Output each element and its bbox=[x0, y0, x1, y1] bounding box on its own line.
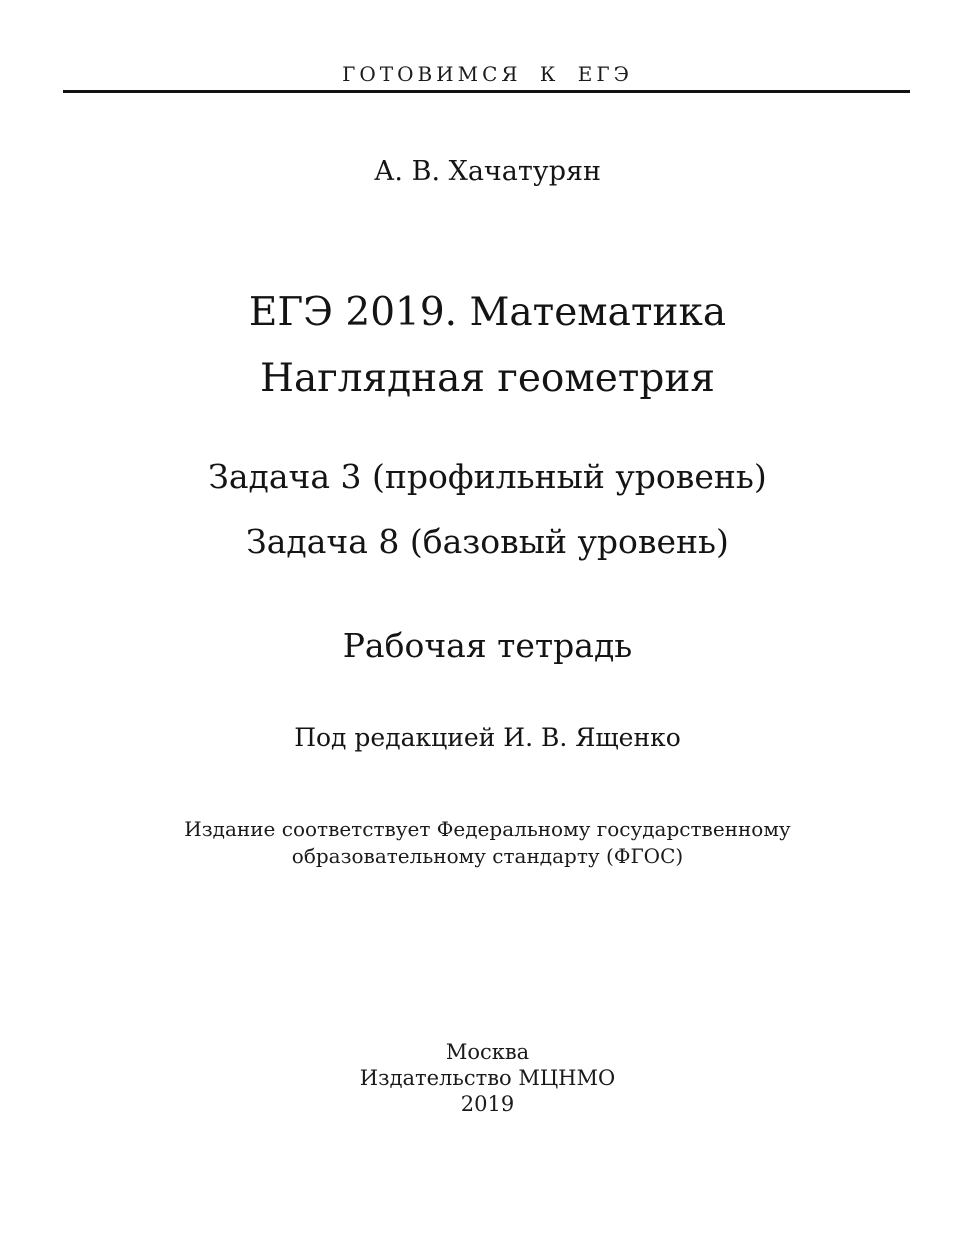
standard-note-line-2: образовательному стандарту (ФГОС) bbox=[291, 844, 684, 868]
imprint-block bbox=[0, 1039, 975, 1117]
edition-type: Рабочая тетрадь bbox=[342, 626, 633, 665]
book-title-line-1: ЕГЭ 2019. Математика bbox=[248, 290, 727, 335]
editor-line: Под редакцией И. В. Ященко bbox=[294, 723, 681, 752]
book-subtitle-line-2: Задача 8 (базовый уровень) bbox=[246, 522, 729, 561]
standard-compliance-note bbox=[0, 816, 975, 870]
standard-note-line-1: Издание соответствует Федеральному государственному bbox=[184, 817, 791, 841]
series-header-title: ГОТОВИМСЯ К ЕГЭ bbox=[342, 62, 633, 86]
imprint-year: 2019 bbox=[460, 1092, 515, 1116]
book-subtitle-line-1: Задача 3 (профильный уровень) bbox=[208, 457, 767, 496]
header-rule-divider bbox=[63, 90, 910, 93]
author-name: А. В. Хачатурян bbox=[373, 156, 602, 187]
book-title-line-2: Наглядная геометрия bbox=[260, 356, 715, 401]
imprint-city: Москва bbox=[445, 1040, 530, 1064]
imprint-publisher: Издательство МЦНМО bbox=[359, 1066, 616, 1090]
